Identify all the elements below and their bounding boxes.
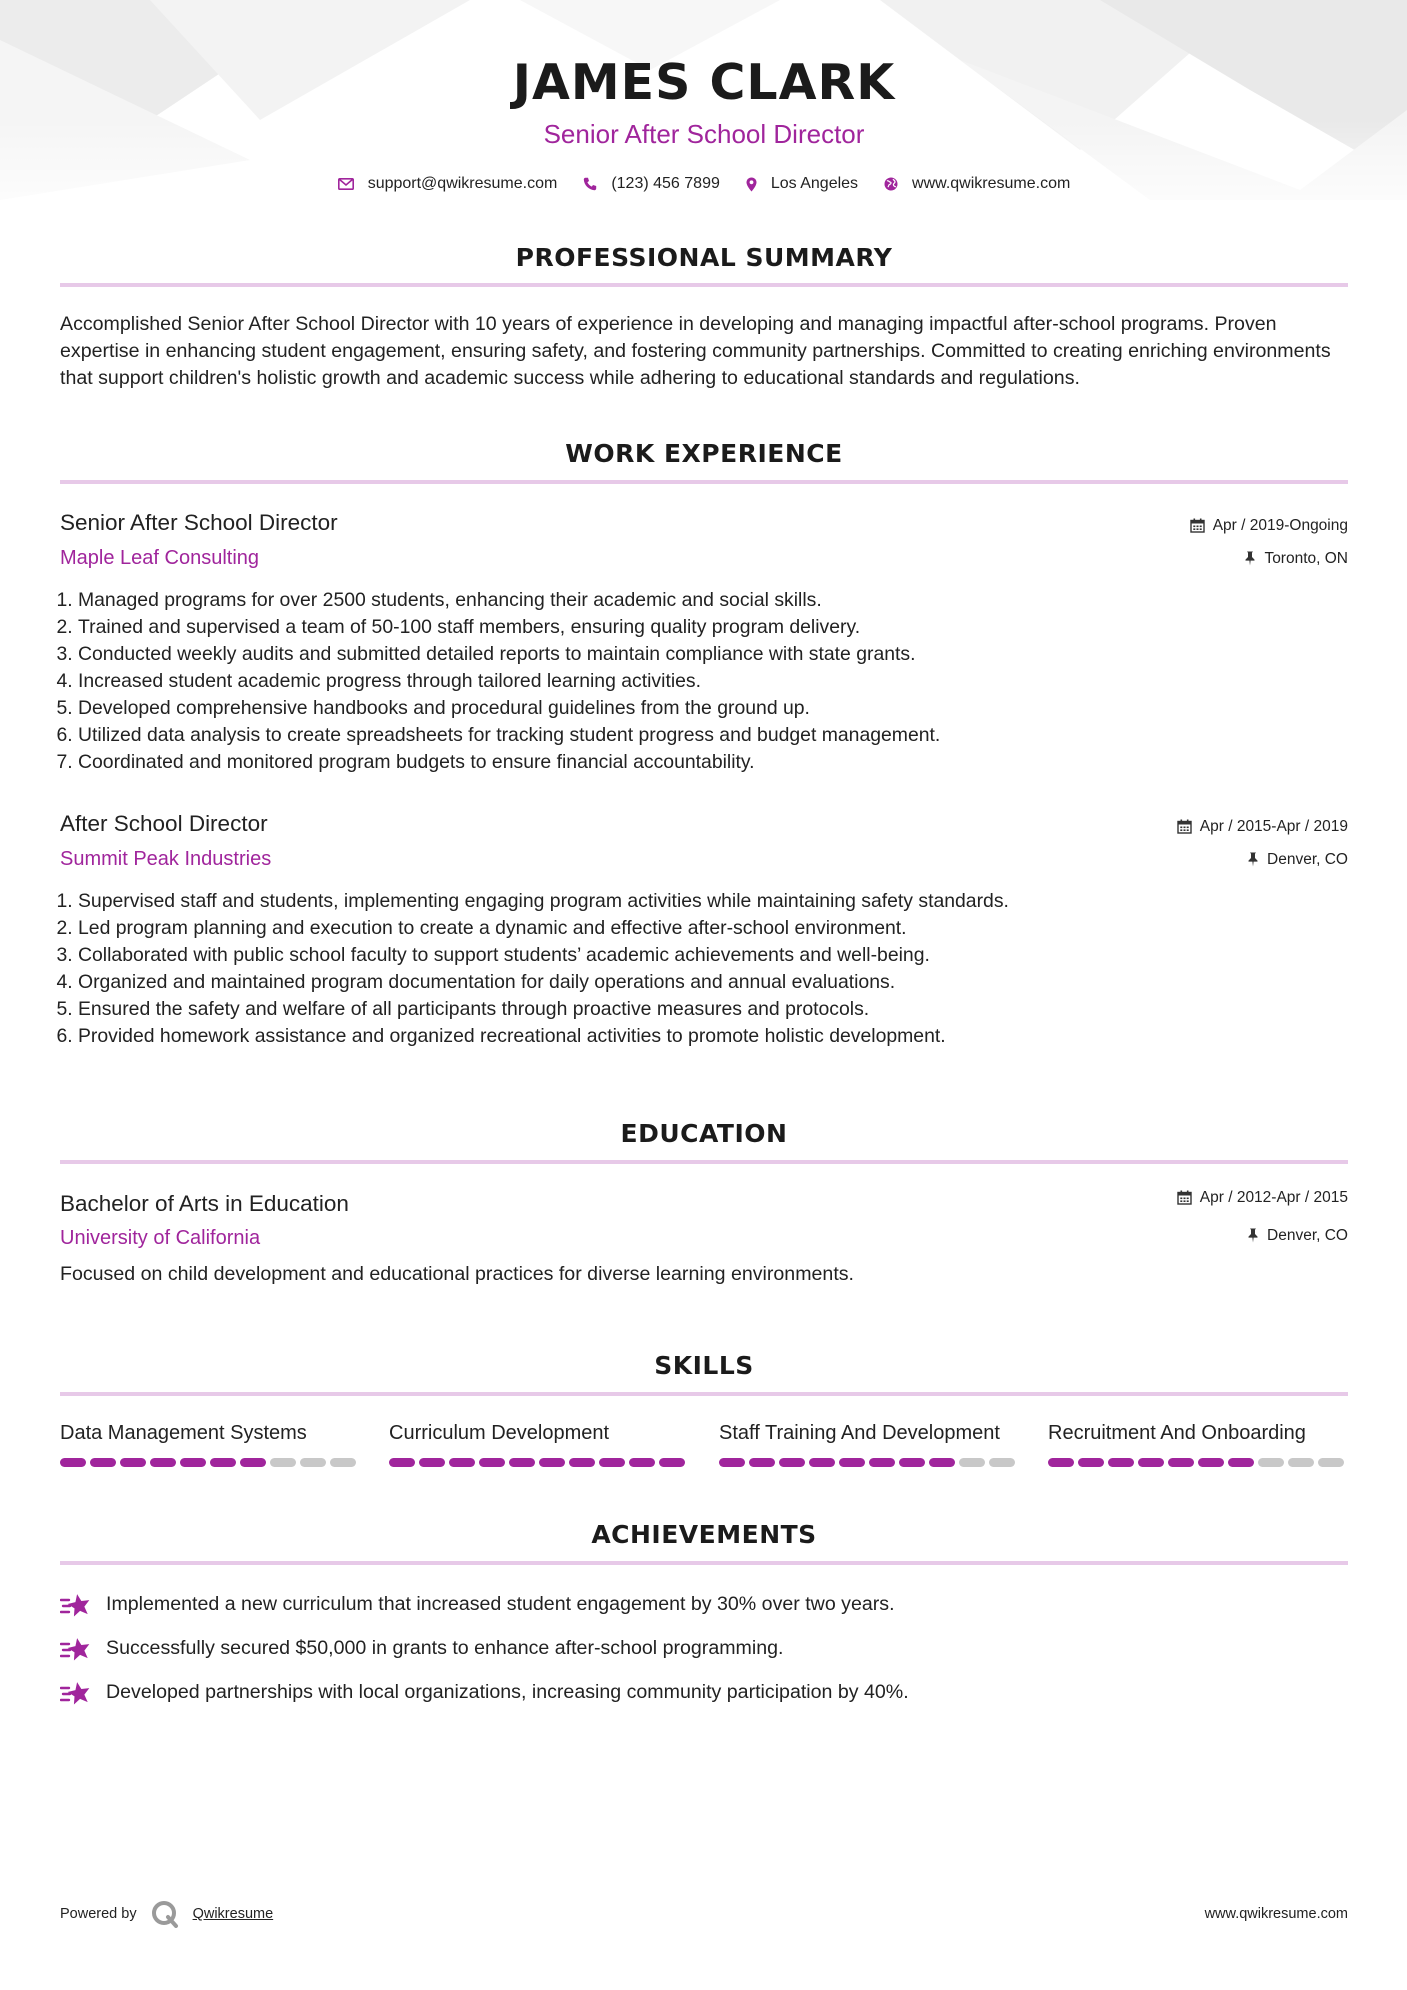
school-name: University of California	[60, 1227, 261, 1249]
list-item: 3. Conducted weekly audits and submitted detailed reports to maintain compliance with state grants.	[78, 641, 1348, 668]
skill-level-segment-filled	[419, 1458, 445, 1467]
skill-level-segment-empty	[989, 1458, 1015, 1467]
pushpin-icon	[1247, 852, 1259, 867]
skill-level-segment-filled	[1108, 1458, 1134, 1467]
achievement-text: Developed partnerships with local organizations, increasing community participation by 40%.	[106, 1681, 909, 1704]
education-description: Focused on child development and educational practices for diverse learning environments.	[60, 1263, 855, 1285]
list-item: 5. Developed comprehensive handbooks and procedural guidelines from the ground up.	[78, 695, 1348, 722]
list-item: 1. Managed programs for over 2500 students, enhancing their academic and social skills.	[78, 587, 1348, 614]
star-icon	[60, 1636, 92, 1662]
summary-text: Accomplished Senior After School Director with 10 years of experience in developing and managing impactful after-school programs. Proven expertise in enhancing student engagement, ensuring safety, and fostering community partnerships. Committed to creating enriching environments that support children's holistic growth and academic success while adhering to educational standards and regulations.	[60, 313, 1331, 389]
list-item: 3. Collaborated with public school faculty to support students’ academic achievements and well-being.	[78, 942, 1348, 969]
skill-level-segment-filled	[599, 1458, 625, 1467]
list-item: 6. Provided homework assistance and organized recreational activities to promote holistic development.	[78, 1023, 1348, 1050]
globe-icon	[884, 177, 898, 191]
skill-level-segment-filled	[1198, 1458, 1224, 1467]
skill-level-segment-filled	[659, 1458, 685, 1467]
qwikresume-logo-icon	[151, 1900, 179, 1928]
list-item: 4. Organized and maintained program documentation for daily operations and annual evaluations.	[78, 969, 1348, 996]
job-location-text: Toronto, ON	[1264, 550, 1348, 567]
experience-divider	[60, 480, 1348, 484]
job-dates	[1177, 819, 1348, 835]
skill-level-segment-empty	[1258, 1458, 1284, 1467]
contact-email[interactable]	[338, 175, 558, 193]
footer-powered-by	[60, 1900, 273, 1928]
education-location	[1247, 1228, 1348, 1244]
skill-level-segment-filled	[719, 1458, 745, 1467]
candidate-name: JAMES CLARK	[512, 54, 896, 111]
skill-level-segment-filled	[569, 1458, 595, 1467]
achievements-divider	[60, 1561, 1348, 1565]
contact-bar	[60, 175, 1348, 193]
list-item: 1. Supervised staff and students, implementing engaging program activities while maintaining safety standards.	[78, 888, 1348, 915]
job-responsibilities	[60, 587, 1348, 776]
achievement-text: Successfully secured $50,000 in grants to enhance after-school programming.	[106, 1637, 784, 1660]
skill-level-bar	[719, 1458, 1019, 1467]
job-location	[1244, 551, 1348, 567]
phone-icon	[583, 177, 597, 191]
achievement-item	[60, 1592, 895, 1618]
skill-level-segment-filled	[150, 1458, 176, 1467]
contact-email-text: support@qwikresume.com	[367, 175, 558, 192]
star-icon	[60, 1592, 92, 1618]
skill-level-bar	[389, 1458, 689, 1467]
contact-phone[interactable]	[583, 175, 720, 193]
achievement-item	[60, 1680, 909, 1706]
skill-name: Recruitment And Onboarding	[1048, 1422, 1306, 1444]
calendar-icon	[1177, 819, 1192, 834]
skill-level-segment-filled	[1138, 1458, 1164, 1467]
list-item: 7. Coordinated and monitored program budgets to ensure financial accountability.	[78, 749, 1348, 776]
envelope-icon	[338, 178, 354, 190]
skill-level-segment-filled	[449, 1458, 475, 1467]
achievement-item	[60, 1636, 783, 1662]
skill-level-segment-empty	[300, 1458, 326, 1467]
job-company: Summit Peak Industries	[60, 848, 272, 870]
list-item: 2. Led program planning and execution to create a dynamic and effective after-school environment.	[78, 915, 1348, 942]
header-background-decoration	[0, 0, 1407, 230]
skill-level-bar	[60, 1458, 360, 1467]
skill-item	[60, 1423, 360, 1467]
skill-level-segment-filled	[60, 1458, 86, 1467]
job-responsibilities	[60, 888, 1348, 1050]
pushpin-icon	[1244, 551, 1256, 566]
skill-name: Data Management Systems	[60, 1422, 307, 1444]
skill-level-segment-filled	[479, 1458, 505, 1467]
contact-location-text: Los Angeles	[770, 175, 859, 192]
job-location-text: Denver, CO	[1267, 851, 1348, 868]
skill-level-segment-filled	[210, 1458, 236, 1467]
degree-title: Bachelor of Arts in Education	[60, 1191, 349, 1216]
skill-level-segment-filled	[1048, 1458, 1074, 1467]
skill-level-segment-filled	[899, 1458, 925, 1467]
list-item: 6. Utilized data analysis to create spreadsheets for tracking student progress and budget management.	[78, 722, 1348, 749]
skills-divider	[60, 1392, 1348, 1396]
skill-level-segment-filled	[90, 1458, 116, 1467]
job-dates-text: Apr / 2019-Ongoing	[1212, 517, 1348, 534]
map-pin-icon	[746, 177, 757, 192]
skill-level-segment-empty	[959, 1458, 985, 1467]
experience-heading: WORK EXPERIENCE	[565, 439, 843, 468]
skill-level-segment-filled	[629, 1458, 655, 1467]
skill-name: Curriculum Development	[389, 1422, 610, 1444]
skill-item	[389, 1423, 689, 1467]
skill-item	[719, 1423, 1019, 1467]
skill-level-segment-filled	[1228, 1458, 1254, 1467]
skill-level-segment-empty	[1288, 1458, 1314, 1467]
skill-level-segment-filled	[120, 1458, 146, 1467]
contact-website[interactable]	[884, 175, 1070, 193]
skills-heading: SKILLS	[654, 1351, 754, 1380]
achievement-text: Implemented a new curriculum that increased student engagement by 30% over two years.	[106, 1593, 895, 1616]
skill-level-segment-filled	[1168, 1458, 1194, 1467]
list-item: 2. Trained and supervised a team of 50-100 staff members, ensuring quality program delivery.	[78, 614, 1348, 641]
job-title: Senior After School Director	[60, 510, 338, 535]
skill-level-segment-filled	[389, 1458, 415, 1467]
skill-level-segment-empty	[1318, 1458, 1344, 1467]
education-dates-text: Apr / 2012-Apr / 2015	[1199, 1189, 1348, 1206]
skill-level-segment-filled	[180, 1458, 206, 1467]
skill-level-segment-filled	[809, 1458, 835, 1467]
skill-level-segment-filled	[869, 1458, 895, 1467]
skill-level-segment-filled	[1078, 1458, 1104, 1467]
list-item: 5. Ensured the safety and welfare of all participants through proactive measures and protocols.	[78, 996, 1348, 1023]
skill-level-segment-filled	[779, 1458, 805, 1467]
skill-level-segment-empty	[330, 1458, 356, 1467]
skill-level-segment-filled	[839, 1458, 865, 1467]
skill-level-segment-filled	[240, 1458, 266, 1467]
candidate-title: Senior After School Director	[543, 119, 865, 149]
job-dates	[1190, 518, 1348, 534]
job-dates-text: Apr / 2015-Apr / 2019	[1199, 818, 1348, 835]
calendar-icon	[1177, 1190, 1192, 1205]
job-title: After School Director	[60, 811, 268, 836]
skill-level-segment-filled	[539, 1458, 565, 1467]
education-dates	[1177, 1190, 1348, 1206]
job-company: Maple Leaf Consulting	[60, 547, 260, 569]
skill-level-bar	[1048, 1458, 1348, 1467]
contact-website-text: www.qwikresume.com	[912, 175, 1071, 192]
list-item: 4. Increased student academic progress through tailored learning activities.	[78, 668, 1348, 695]
skill-item	[1048, 1423, 1348, 1467]
education-location-text: Denver, CO	[1267, 1227, 1348, 1244]
skill-name: Staff Training And Development	[719, 1422, 1000, 1444]
contact-phone-text: (123) 456 7899	[611, 175, 720, 192]
skill-level-segment-filled	[749, 1458, 775, 1467]
skill-level-segment-empty	[270, 1458, 296, 1467]
skill-level-segment-filled	[509, 1458, 535, 1467]
qwikresume-link[interactable]: Qwikresume	[192, 1906, 274, 1922]
job-location	[1247, 852, 1348, 868]
education-divider	[60, 1160, 1348, 1164]
contact-location	[746, 175, 858, 193]
summary-heading: PROFESSIONAL SUMMARY	[515, 243, 893, 272]
pushpin-icon	[1247, 1228, 1259, 1243]
calendar-icon	[1190, 518, 1205, 533]
achievements-heading: ACHIEVEMENTS	[591, 1520, 817, 1549]
star-icon	[60, 1680, 92, 1706]
summary-divider	[60, 283, 1348, 287]
powered-by-label: Powered by	[60, 1906, 137, 1922]
education-heading: EDUCATION	[620, 1119, 788, 1148]
footer-website[interactable]: www.qwikresume.com	[1204, 1906, 1348, 1922]
skill-level-segment-filled	[929, 1458, 955, 1467]
